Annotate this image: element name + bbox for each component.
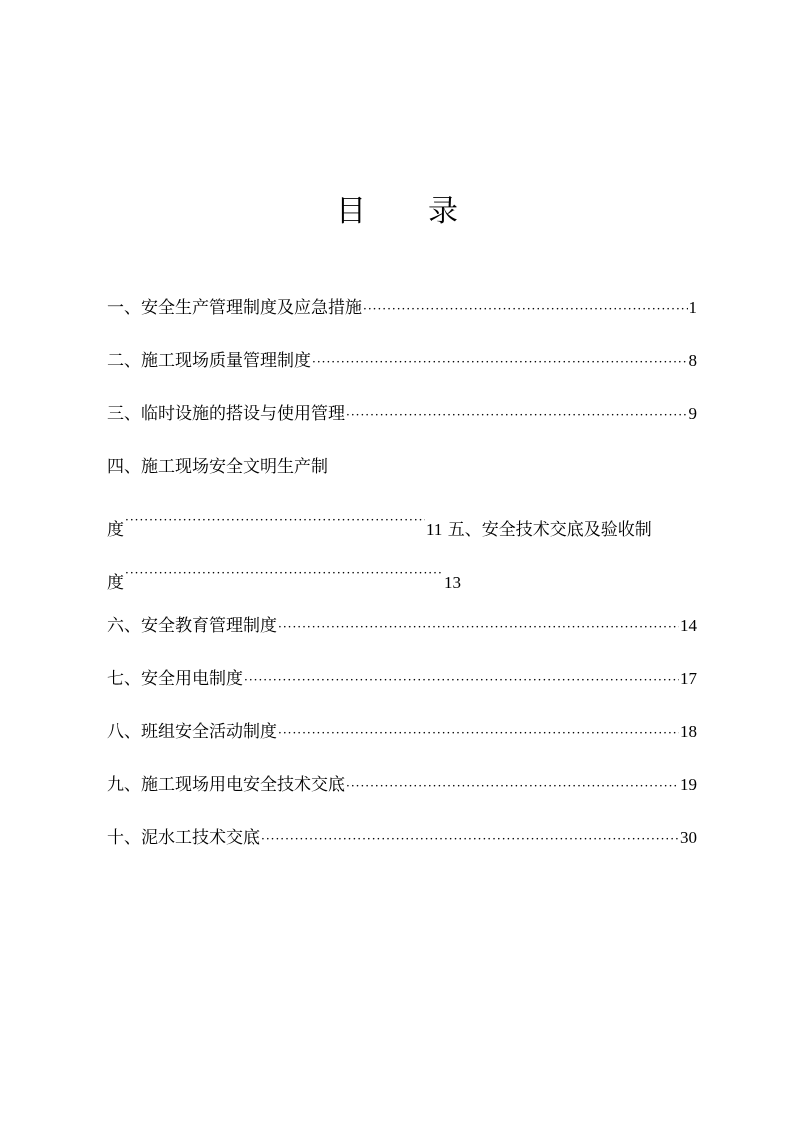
toc-leader-dots bbox=[125, 505, 425, 535]
toc-leader-dots bbox=[312, 347, 688, 377]
toc-entry-label: 十、泥水工技术交底 bbox=[107, 828, 260, 848]
toc-entry-5-continuation[interactable] bbox=[107, 558, 697, 611]
toc-entry-label: 七、安全用电制度 bbox=[107, 669, 243, 689]
toc-leader-dots bbox=[346, 771, 679, 801]
toc-entry-label: 度 bbox=[107, 520, 124, 540]
toc-entry-label: 六、安全教育管理制度 bbox=[107, 616, 277, 636]
toc-entry-10[interactable] bbox=[107, 823, 697, 876]
title-char-2: 录 bbox=[428, 194, 458, 229]
table-of-contents bbox=[107, 293, 697, 876]
toc-entry-label: 度 bbox=[107, 573, 124, 593]
title-char-1: 目 bbox=[336, 194, 366, 229]
toc-page-number: 9 bbox=[688, 404, 697, 423]
toc-entry-8[interactable] bbox=[107, 717, 697, 770]
toc-leader-dots bbox=[125, 558, 443, 588]
toc-leader-dots bbox=[261, 824, 679, 854]
toc-entry-label: 九、施工现场用电安全技术交底 bbox=[107, 775, 345, 795]
toc-entry-9[interactable] bbox=[107, 770, 697, 823]
toc-entry-1[interactable] bbox=[107, 293, 697, 346]
toc-entry-3[interactable] bbox=[107, 399, 697, 452]
toc-leader-dots bbox=[278, 718, 679, 748]
toc-leader-dots bbox=[278, 612, 679, 642]
toc-entry-label: 一、安全生产管理制度及应急措施 bbox=[107, 298, 362, 318]
toc-page-number: 1 bbox=[688, 298, 697, 317]
toc-page-number: 11 bbox=[426, 520, 443, 539]
toc-page-number: 13 bbox=[444, 573, 461, 592]
toc-entry-label: 二、施工现场质量管理制度 bbox=[107, 351, 311, 371]
toc-entry-4-continuation[interactable] bbox=[107, 505, 697, 558]
toc-page-number: 8 bbox=[688, 351, 697, 370]
toc-leader-dots bbox=[244, 665, 679, 695]
toc-page-number: 14 bbox=[680, 616, 697, 635]
toc-leader-dots bbox=[363, 294, 688, 324]
toc-entry-2[interactable] bbox=[107, 346, 697, 399]
page-title bbox=[0, 192, 794, 232]
toc-page-number: 30 bbox=[680, 828, 697, 847]
toc-entry-label: 八、班组安全活动制度 bbox=[107, 722, 277, 742]
toc-page-number: 17 bbox=[680, 669, 697, 688]
toc-entry-label: 四、施工现场安全文明生产制 bbox=[107, 457, 328, 477]
toc-page-number: 19 bbox=[680, 775, 697, 794]
toc-page-number: 18 bbox=[680, 722, 697, 741]
toc-leader-dots bbox=[346, 400, 688, 430]
toc-entry-6[interactable] bbox=[107, 611, 697, 664]
toc-entry-7[interactable] bbox=[107, 664, 697, 717]
toc-entry-4[interactable] bbox=[107, 452, 697, 505]
toc-entry-label: 三、临时设施的搭设与使用管理 bbox=[107, 404, 345, 424]
toc-entry-label-5: 五、安全技术交底及验收制 bbox=[442, 520, 652, 540]
